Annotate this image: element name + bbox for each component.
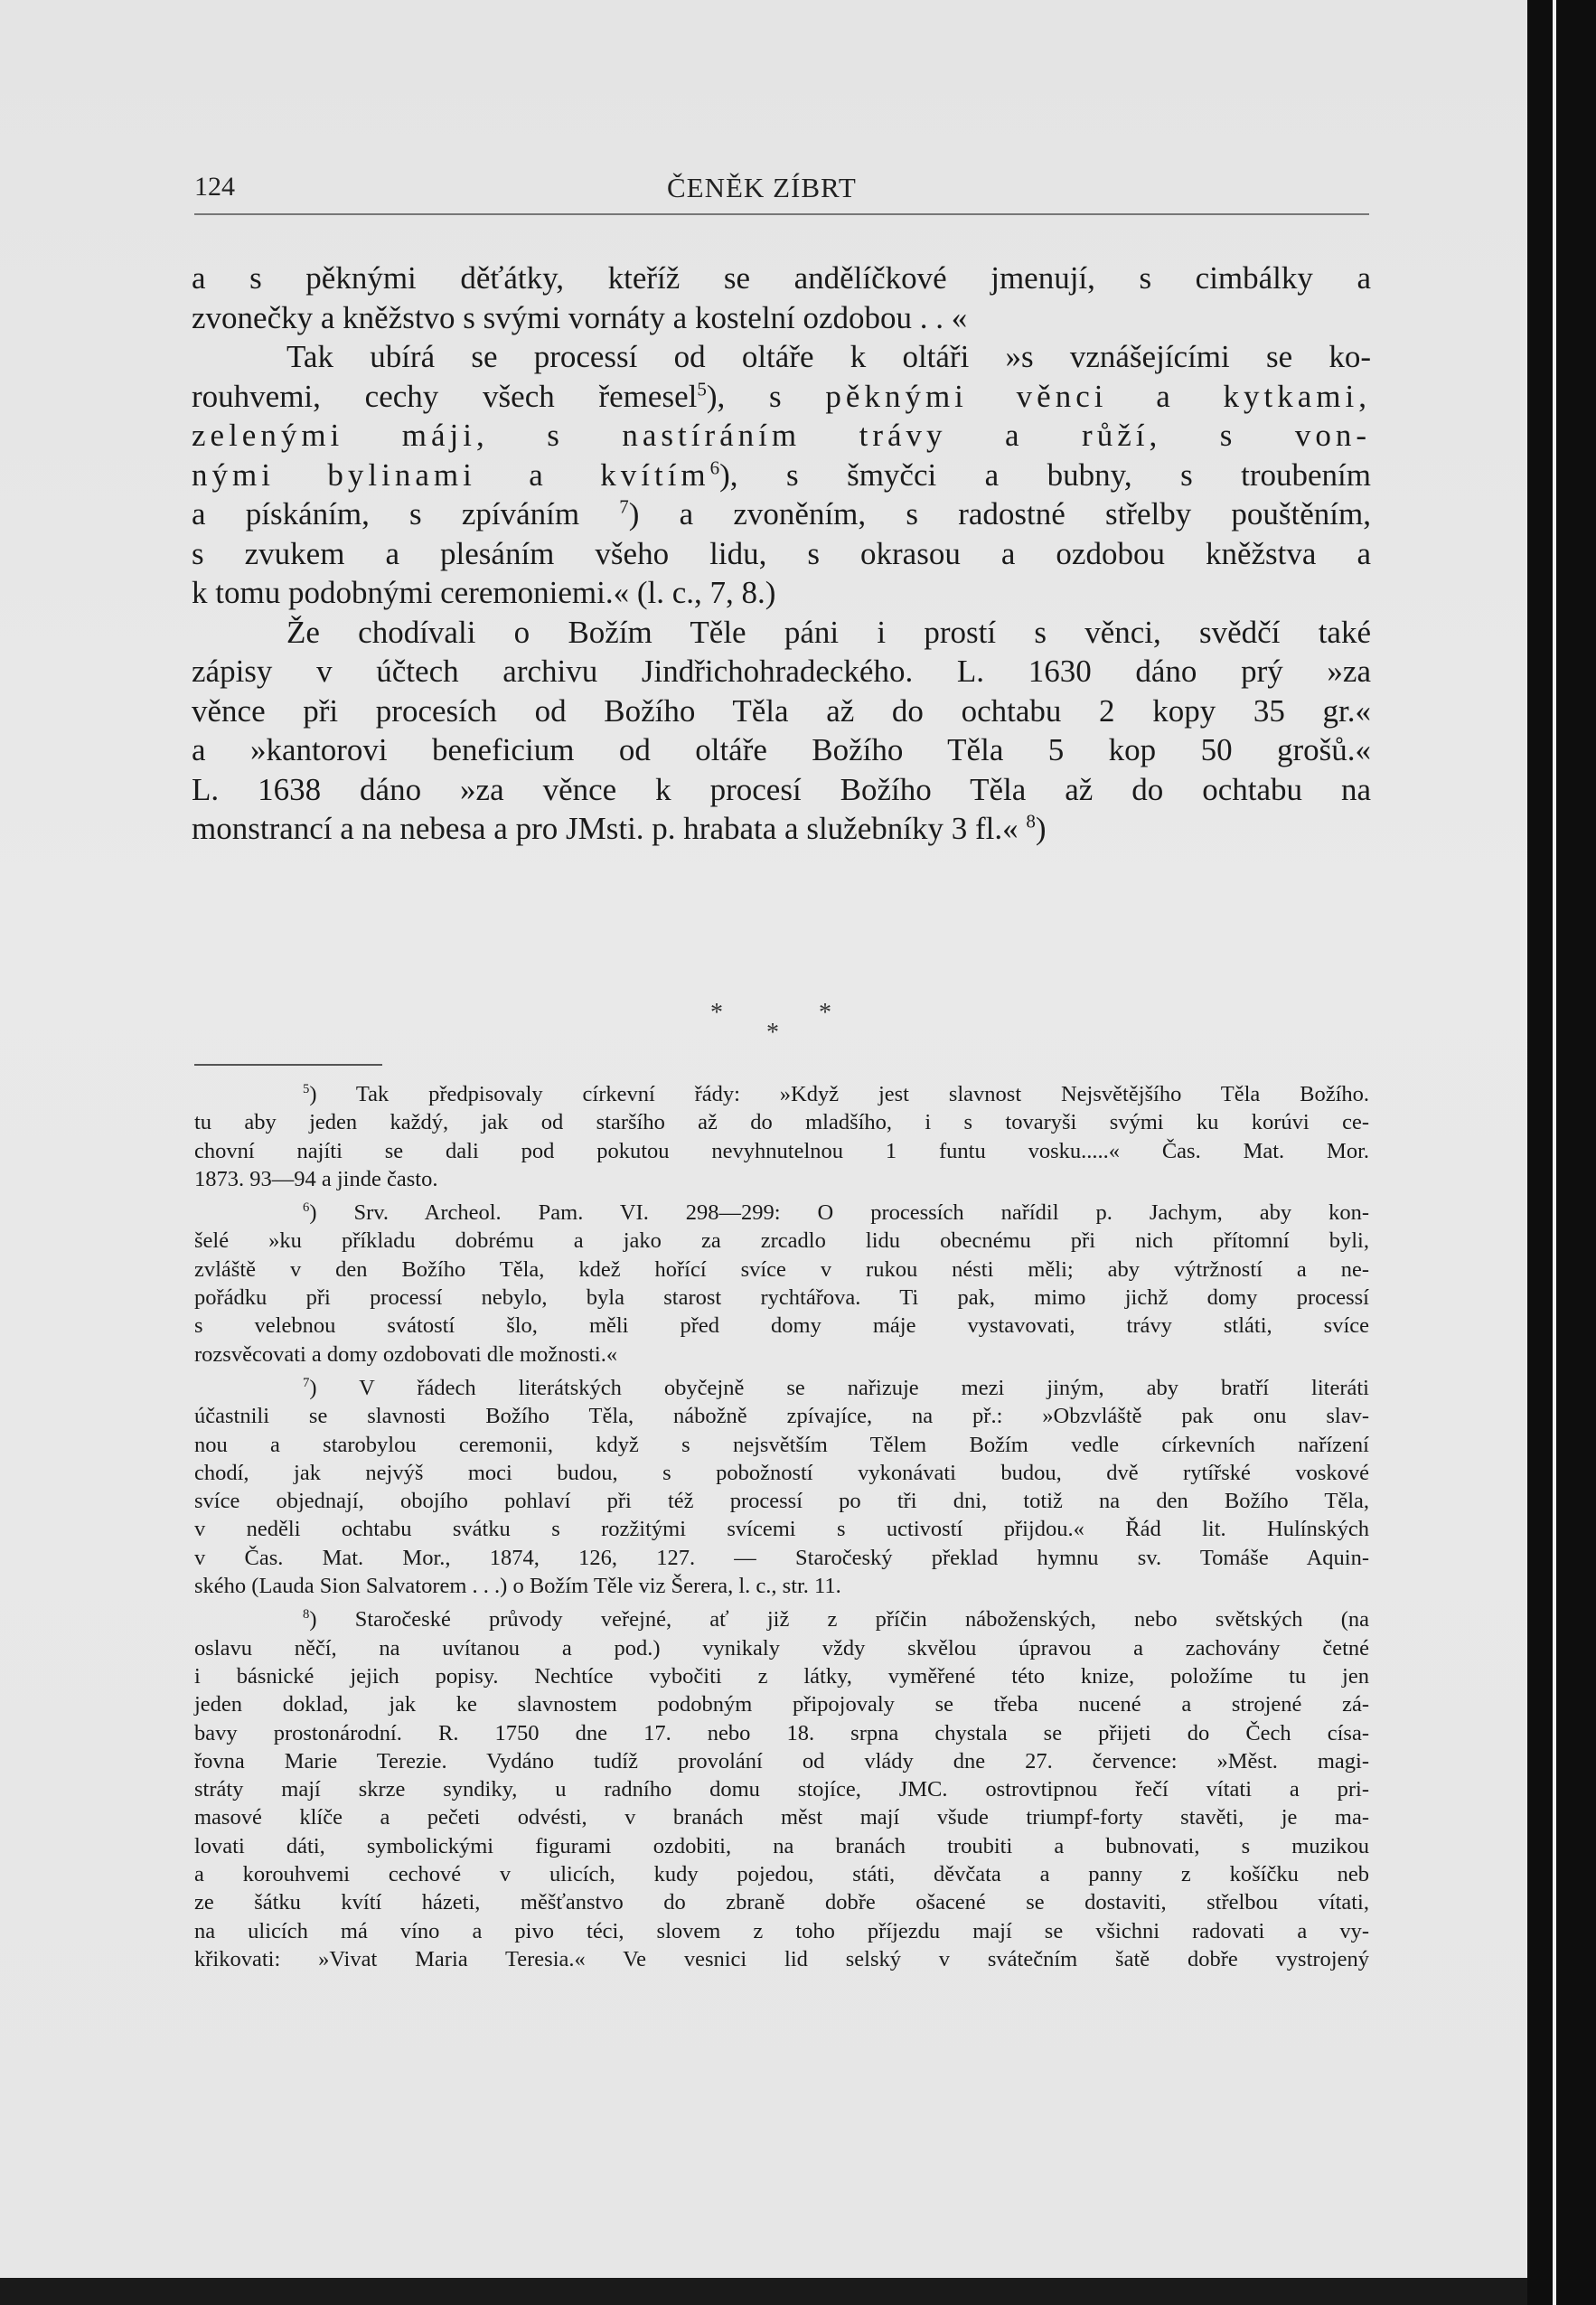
footnote-line: řovna Marie Terezie. Vydáno tudíž provolání od vlády dne 27. července: »Měst. magi- — [194, 1748, 1369, 1773]
body-line: rouhvemi, cechy všech řemesel$^5$), s pěknými věnci a kytkami, — [192, 377, 1371, 414]
body-line: a pískáním, s zpíváním $^7$) a zvoněním, s radostné střelby pouštěním, — [192, 495, 1371, 532]
footnote-line: masové klíče a pečeti odvésti, v branách měst mají všude triumpf-forty stavěti, je ma- — [194, 1805, 1369, 1830]
footnote-line: $^6$) Srv. Archeol. Pam. VI. 298—299: O processích nařídil p. Jachym, aby kon- — [303, 1200, 1369, 1226]
asterisk-icon: * — [819, 999, 831, 1027]
body-line: věnce při procesích od Božího Těla až do ochtabu 2 kopy 35 gr.« — [192, 692, 1371, 729]
footnote-line: $^5$) Tak předpisovaly církevní řády: »Když jest slavnost Nejsvětějšího Těla Božího. — [303, 1081, 1369, 1106]
header-rule — [194, 213, 1369, 215]
footnote-line: tu aby jeden každý, jak od staršího až do mladšího, i s tovaryši svými ku korúvi ce- — [194, 1110, 1369, 1135]
footnote-7 — [194, 1374, 1369, 1600]
asterisk-icon: * — [766, 1019, 779, 1047]
body-line: s zvukem a plesáním všeho lidu, s okrasou a ozdobou kněžstva a — [192, 535, 1371, 571]
footnote-ref: 7 — [619, 495, 629, 518]
footnote-line: $^8$) Staročeské průvody veřejné, ať již z příčin náboženských, nebo světských (na — [303, 1607, 1369, 1632]
body-line: k tomu podobnými ceremoniemi.« (l. c., 7, 8.) — [192, 575, 776, 610]
spine-edge — [1553, 0, 1556, 2305]
footnote-8 — [194, 1605, 1369, 1973]
body-line: a »kantorovi beneficium od oltáře Božího Těla 5 kop 50 grošů.« — [192, 732, 1371, 767]
footnote-rule — [194, 1064, 382, 1066]
footnote-line: oslavu něčí, na uvítanou a pod.) vynikaly vždy skvělou úpravou a zachovány četné — [194, 1635, 1369, 1661]
footnote-line: pořádku při processí nebylo, byla starost rychtářova. Ti pak, mimo jichž domy processí — [194, 1285, 1369, 1311]
footnote-line: svíce objednají, obojího pohlaví při též processí po tři dni, totiž na den Božího Těla, — [194, 1489, 1369, 1514]
footnote-line: šelé »ku příkladu dobrému a jako za zrcadlo lidu obecnému při nich přítomní byli, — [194, 1228, 1369, 1254]
footnote-ref: 6 — [709, 456, 720, 478]
footnote-line: na ulicích má víno a pivo téci, slovem z toho příjezdu mají se všichni radovati a vy- — [194, 1918, 1369, 1943]
body-line: Tak ubírá se processí od oltáře k oltáři »s vznášejícími se ko- — [286, 339, 1371, 374]
asterisk-icon: * — [710, 999, 723, 1027]
body-line: monstrancí a na nebesa a pro JMsti. p. hrabata a služebníky 3 fl.« $^8$) — [192, 810, 1047, 846]
footnote-line: v neděli ochtabu svátku s rozžitými svícemi s uctivostí přijdou.« Řád lit. Hulínských — [194, 1517, 1369, 1542]
body-text — [192, 259, 1371, 849]
footnotes — [194, 1080, 1369, 1979]
footnote-line: chovní najíti se dali pod pokutou nevyhnutelnou 1 funtu vosku.....« Čas. Mat. Mor. — [194, 1138, 1369, 1163]
body-line: L. 1638 dáno »za věnce k procesí Božího Těla až do ochtabu na — [192, 771, 1371, 807]
footnote-line: jeden doklad, jak ke slavnostem podobným připojovaly se třeba nucené a strojené zá- — [194, 1692, 1369, 1717]
asterism-separator — [696, 999, 859, 1053]
footnote-6 — [194, 1199, 1369, 1369]
body-line: zvonečky a kněžstvo s svými vornáty a kostelní ozdobou . . « — [192, 299, 968, 335]
body-line: zelenými máji, s nastíráním trávy a růží, s von- — [192, 418, 1371, 453]
footnote-line: křikovati: »Vivat Maria Teresia.« Ve vesnici lid selský v svátečním šatě dobře vystrojený — [194, 1946, 1369, 1971]
footnote-line: a korouhvemi cechové v ulicích, kudy pojedou, státi, děvčata a panny z košíčku neb — [194, 1862, 1369, 1887]
footnote-line: i básnické jejich popisy. Nechtíce vybočiti z látky, vyměřené této knize, položíme tu jen — [194, 1663, 1369, 1689]
footnote-line: chodí, jak nejvýš moci budou, s pobožností vykonávati budou, dvě rytířské voskové — [194, 1460, 1369, 1485]
header-title: ČENĚK ZÍBRT — [667, 172, 857, 203]
footnote-line: účastnili se slavnosti Božího Těla, nábožně zpívajíce, na př.: »Obzvláště pak onu slav- — [194, 1404, 1369, 1429]
footnote-line: 1873. 93—94 a jinde často. — [194, 1166, 438, 1191]
footnote-line: bavy prostonárodní. R. 1750 dne 17. nebo 18. srpna chystala se přijeti do Čech císa- — [194, 1720, 1369, 1745]
footnote-line: ského (Lauda Sion Salvatorem . . .) o Božím Těle viz Šerera, l. c., str. 11. — [194, 1574, 841, 1599]
footnote-line: zvláště v den Božího Těla, kdež hořící svíce v rukou nésti měli; aby výtržností a ne- — [194, 1256, 1369, 1282]
running-head — [194, 172, 1369, 217]
footnote-line: nou a starobylou ceremonii, když s nejsvětším Tělem Božím vedle církevních nařízení — [194, 1432, 1369, 1457]
body-line: nými bylinami a kvítím$^6$), s šmyčci a bubny, s troubením — [192, 456, 1371, 493]
footnote-ref: 5 — [697, 377, 707, 400]
footnote-ref: 8 — [1026, 810, 1036, 833]
page-number: 124 — [194, 172, 235, 202]
footnote-line: ze šátku kvítí házeti, měšťanstvo do zbraně dobře ošacené se dostaviti, střelbou vítati, — [194, 1890, 1369, 1915]
footnote-line: rozsvěcovati a domy ozdobovati dle možnosti.« — [194, 1341, 618, 1367]
footnote-line: $^7$) V řádech literátských obyčejně se nařizuje mezi jiným, aby bratří literáti — [303, 1375, 1369, 1400]
footnote-line: lovati dáti, symbolickými figurami ozdobiti, na branách troubiti a bubnovati, s muzikou — [194, 1833, 1369, 1858]
body-line: Že chodívali o Božím Těle páni i prostí s věnci, svědčí také — [286, 614, 1371, 650]
body-line: a s pěknými děťátky, kteříž se andělíčkové jmenují, s cimbálky a — [192, 260, 1371, 296]
footnote-5 — [194, 1080, 1369, 1193]
book-spine — [1527, 0, 1596, 2305]
footnote-line: v Čas. Mat. Mor., 1874, 126, 127. — Staročeský překlad hymnu sv. Tomáše Aquin- — [194, 1545, 1369, 1570]
body-line: zápisy v účtech archivu Jindřichohradeckého. L. 1630 dáno prý »za — [192, 654, 1371, 689]
footnote-line: stráty mají skrze syndiky, u radního domu stojíce, JMC. ostrovtipnou řečí vítati a pri- — [194, 1777, 1369, 1802]
footnote-line: s velebnou svátostí šlo, měli před domy máje vystavovati, trávy stláti, svíce — [194, 1313, 1369, 1339]
